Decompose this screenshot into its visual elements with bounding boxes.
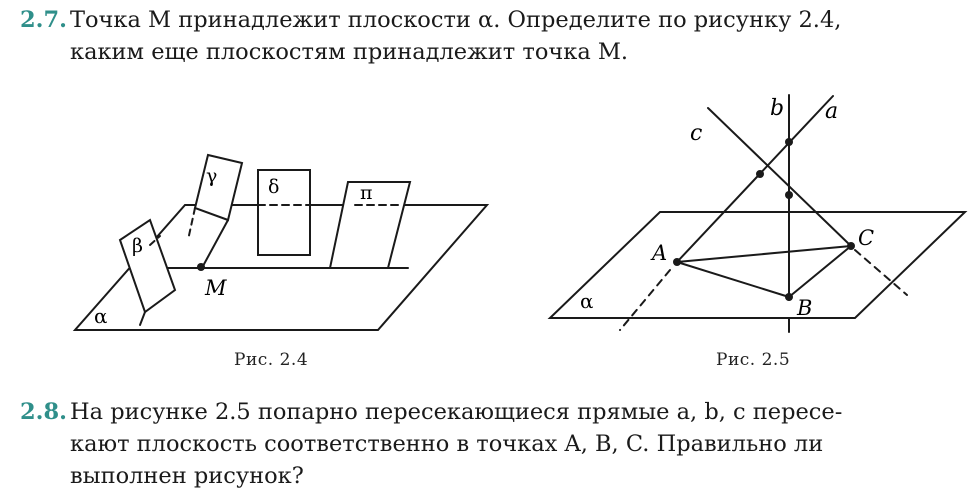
caption-fig-2-4: Рис. 2.4 — [234, 350, 309, 370]
segment-ab — [677, 262, 789, 297]
problem-number: 2.7. — [20, 7, 67, 33]
segment-bc — [789, 246, 851, 297]
label-C: C — [858, 226, 875, 250]
label-beta: β — [132, 235, 143, 257]
segment-ac — [677, 246, 851, 262]
line-c — [708, 108, 851, 246]
text-line: Точка M принадлежит плоскости α. Определите по рисунку 2.4, — [70, 7, 842, 33]
label-a: a — [825, 99, 839, 124]
label-gamma: γ — [206, 165, 218, 187]
point-ab — [785, 138, 793, 146]
label-delta: δ — [268, 176, 280, 198]
label-c: c — [690, 121, 703, 146]
text-line: На рисунке 2.5 попарно пересекающиеся прямые a, b, c пересе- — [70, 399, 843, 425]
point-a — [673, 258, 681, 266]
point-bc — [785, 191, 793, 199]
problem-2-8 — [20, 396, 965, 492]
label-pi: π — [360, 182, 373, 204]
label-alpha-2: α — [580, 289, 594, 313]
label-A: A — [652, 241, 668, 265]
point-b — [785, 293, 793, 301]
label-m: M — [205, 276, 227, 300]
text-line: выполнен рисунок? — [70, 463, 304, 489]
label-B: B — [797, 296, 813, 320]
problem-number: 2.8. — [20, 399, 67, 425]
label-alpha: α — [94, 304, 108, 328]
caption-fig-2-5: Рис. 2.5 — [716, 350, 791, 370]
label-b: b — [770, 96, 785, 121]
point-ac — [756, 170, 764, 178]
problem-text — [70, 396, 965, 492]
plane-alpha-2 — [550, 212, 965, 318]
text-line: кают плоскость соответственно в точках A, B, C. Правильно ли — [70, 431, 824, 457]
point-c — [847, 242, 855, 250]
text-line: каким еще плоскостям принадлежит точка M. — [70, 39, 629, 65]
